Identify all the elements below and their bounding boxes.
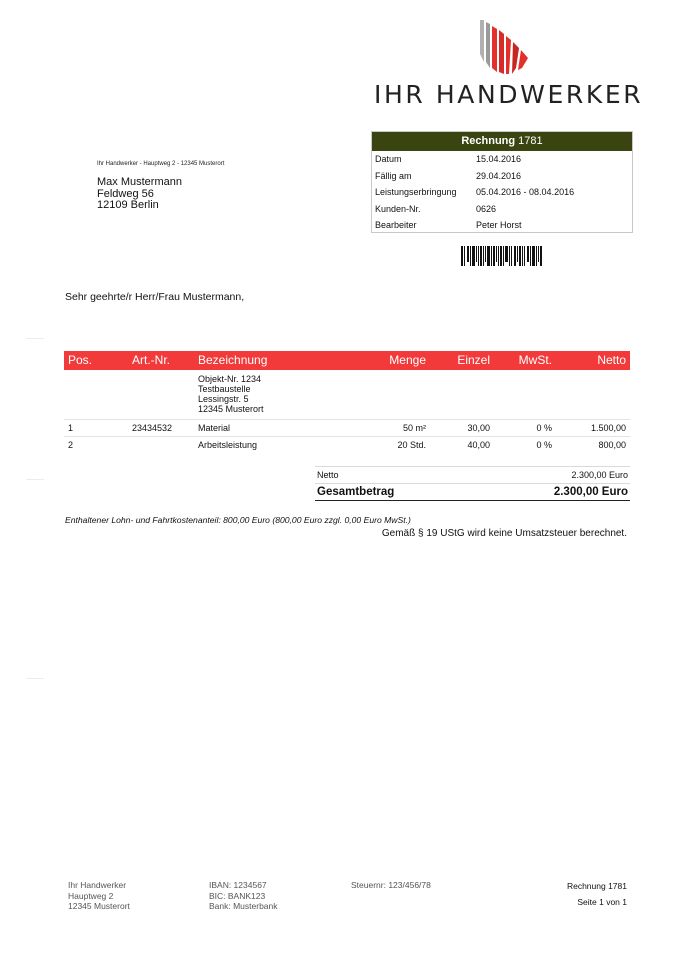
invoice-row-date: [372, 151, 632, 168]
barcode-icon: [461, 246, 543, 266]
cell-vat: 0 %: [536, 423, 552, 433]
table-row: [64, 436, 630, 453]
labor-cost-note: Enthaltener Lohn- und Fahrtkostenanteil: 800,00 Euro (800,00 Euro zzgl. 0,00 Euro MwSt.): [65, 515, 411, 525]
items-table-header: [64, 351, 630, 370]
cell-unit-price: 30,00: [467, 423, 490, 433]
invoice-row-label: Leistungserbringung: [375, 187, 457, 198]
invoice-row-value: Peter Horst: [476, 220, 522, 231]
invoice-number: 1781: [518, 135, 543, 147]
invoice-box-header: [372, 132, 632, 151]
netto-row: [315, 466, 630, 483]
invoice-row-label: Fällig am: [375, 170, 412, 181]
recipient-street: Feldweg 56: [97, 187, 154, 200]
roof-stripes-logo-icon: [476, 18, 532, 74]
invoice-row-value: 0626: [476, 203, 497, 214]
footer-line: Ihr Handwerker: [68, 880, 127, 890]
invoice-row-due: [372, 168, 632, 185]
object-line: 12345 Musterort: [198, 404, 264, 414]
tax-exemption-note: Gemäß § 19 UStG wird keine Umsatzsteuer berechnet.: [381, 528, 627, 539]
col-header-unit-price: Einzel: [457, 353, 490, 367]
object-address-block: [198, 374, 264, 414]
cell-pos: 1: [68, 423, 74, 433]
cell-article: 23434532: [132, 423, 173, 433]
grand-total-label: Gesamtbetrag: [317, 486, 395, 498]
netto-value: 2.300,00 Euro: [571, 470, 628, 480]
footer-bank-details: [209, 880, 278, 912]
col-header-pos: Pos.: [68, 353, 93, 367]
salutation: Sehr geehrte/r Herr/Frau Mustermann,: [65, 291, 245, 303]
table-row: [64, 419, 630, 436]
cell-quantity: 50 m²: [402, 423, 426, 433]
col-header-net: Netto: [597, 353, 626, 367]
invoice-row-value: 05.04.2016 - 08.04.2016: [476, 187, 575, 198]
company-name: IHR HANDWERKER: [374, 80, 644, 109]
cell-description: Arbeitsleistung: [198, 440, 258, 450]
footer-tax-number: Steuernr: 123/456/78: [351, 880, 431, 890]
footer-invoice-ref: Rechnung 1781: [566, 881, 627, 891]
object-line: Lessingstr. 5: [198, 394, 249, 404]
grand-total-row: [315, 483, 630, 501]
invoice-row-label: Bearbeiter: [375, 220, 417, 231]
invoice-info-box: [371, 131, 633, 233]
footer-line: Bank: Musterbank: [209, 901, 278, 911]
object-line: Testbaustelle: [198, 384, 251, 394]
footer-company-address: [68, 880, 130, 912]
cell-vat: 0 %: [536, 440, 552, 450]
col-header-quantity: Menge: [389, 353, 426, 367]
netto-label: Netto: [317, 470, 339, 480]
footer-page-number: Seite 1 von 1: [577, 897, 627, 907]
footer-line: 12345 Musterort: [68, 901, 130, 911]
footer-line: BIC: BANK123: [209, 890, 266, 901]
object-line: Objekt-Nr. 1234: [198, 374, 262, 384]
recipient-address: [97, 177, 182, 212]
grand-total-value: 2.300,00 Euro: [553, 486, 628, 498]
recipient-name: Max Mustermann: [97, 176, 182, 188]
sender-return-line: Ihr Handwerker - Hauptweg 2 - 12345 Musterort: [97, 161, 225, 167]
invoice-row-label: Datum: [375, 154, 402, 164]
fold-mark: [26, 338, 44, 339]
invoice-row-value: 29.04.2016: [476, 170, 522, 181]
col-header-description: Bezeichnung: [198, 353, 268, 367]
invoice-row-clerk: [372, 217, 632, 234]
fold-mark: [26, 479, 44, 480]
invoice-row-customer-no: [372, 201, 632, 218]
cell-net: 1.500,00: [590, 423, 626, 433]
recipient-city: 12109 Berlin: [97, 199, 159, 211]
cell-quantity: 20 Std.: [397, 440, 426, 450]
cell-pos: 2: [68, 440, 74, 450]
col-header-vat: MwSt.: [518, 353, 552, 367]
fold-mark: [26, 678, 44, 679]
invoice-row-service-period: [372, 184, 632, 201]
invoice-title-label: Rechnung: [461, 135, 516, 147]
invoice-row-value: 15.04.2016: [476, 154, 522, 164]
cell-net: 800,00: [598, 440, 626, 450]
totals-block: [315, 466, 630, 501]
footer-line: Hauptweg 2: [68, 890, 114, 901]
cell-unit-price: 40,00: [467, 440, 490, 450]
footer-line: IBAN: 1234567: [209, 880, 267, 890]
cell-description: Material: [198, 423, 231, 433]
invoice-row-label: Kunden-Nr.: [375, 203, 421, 214]
col-header-article: Art.-Nr.: [132, 353, 170, 367]
